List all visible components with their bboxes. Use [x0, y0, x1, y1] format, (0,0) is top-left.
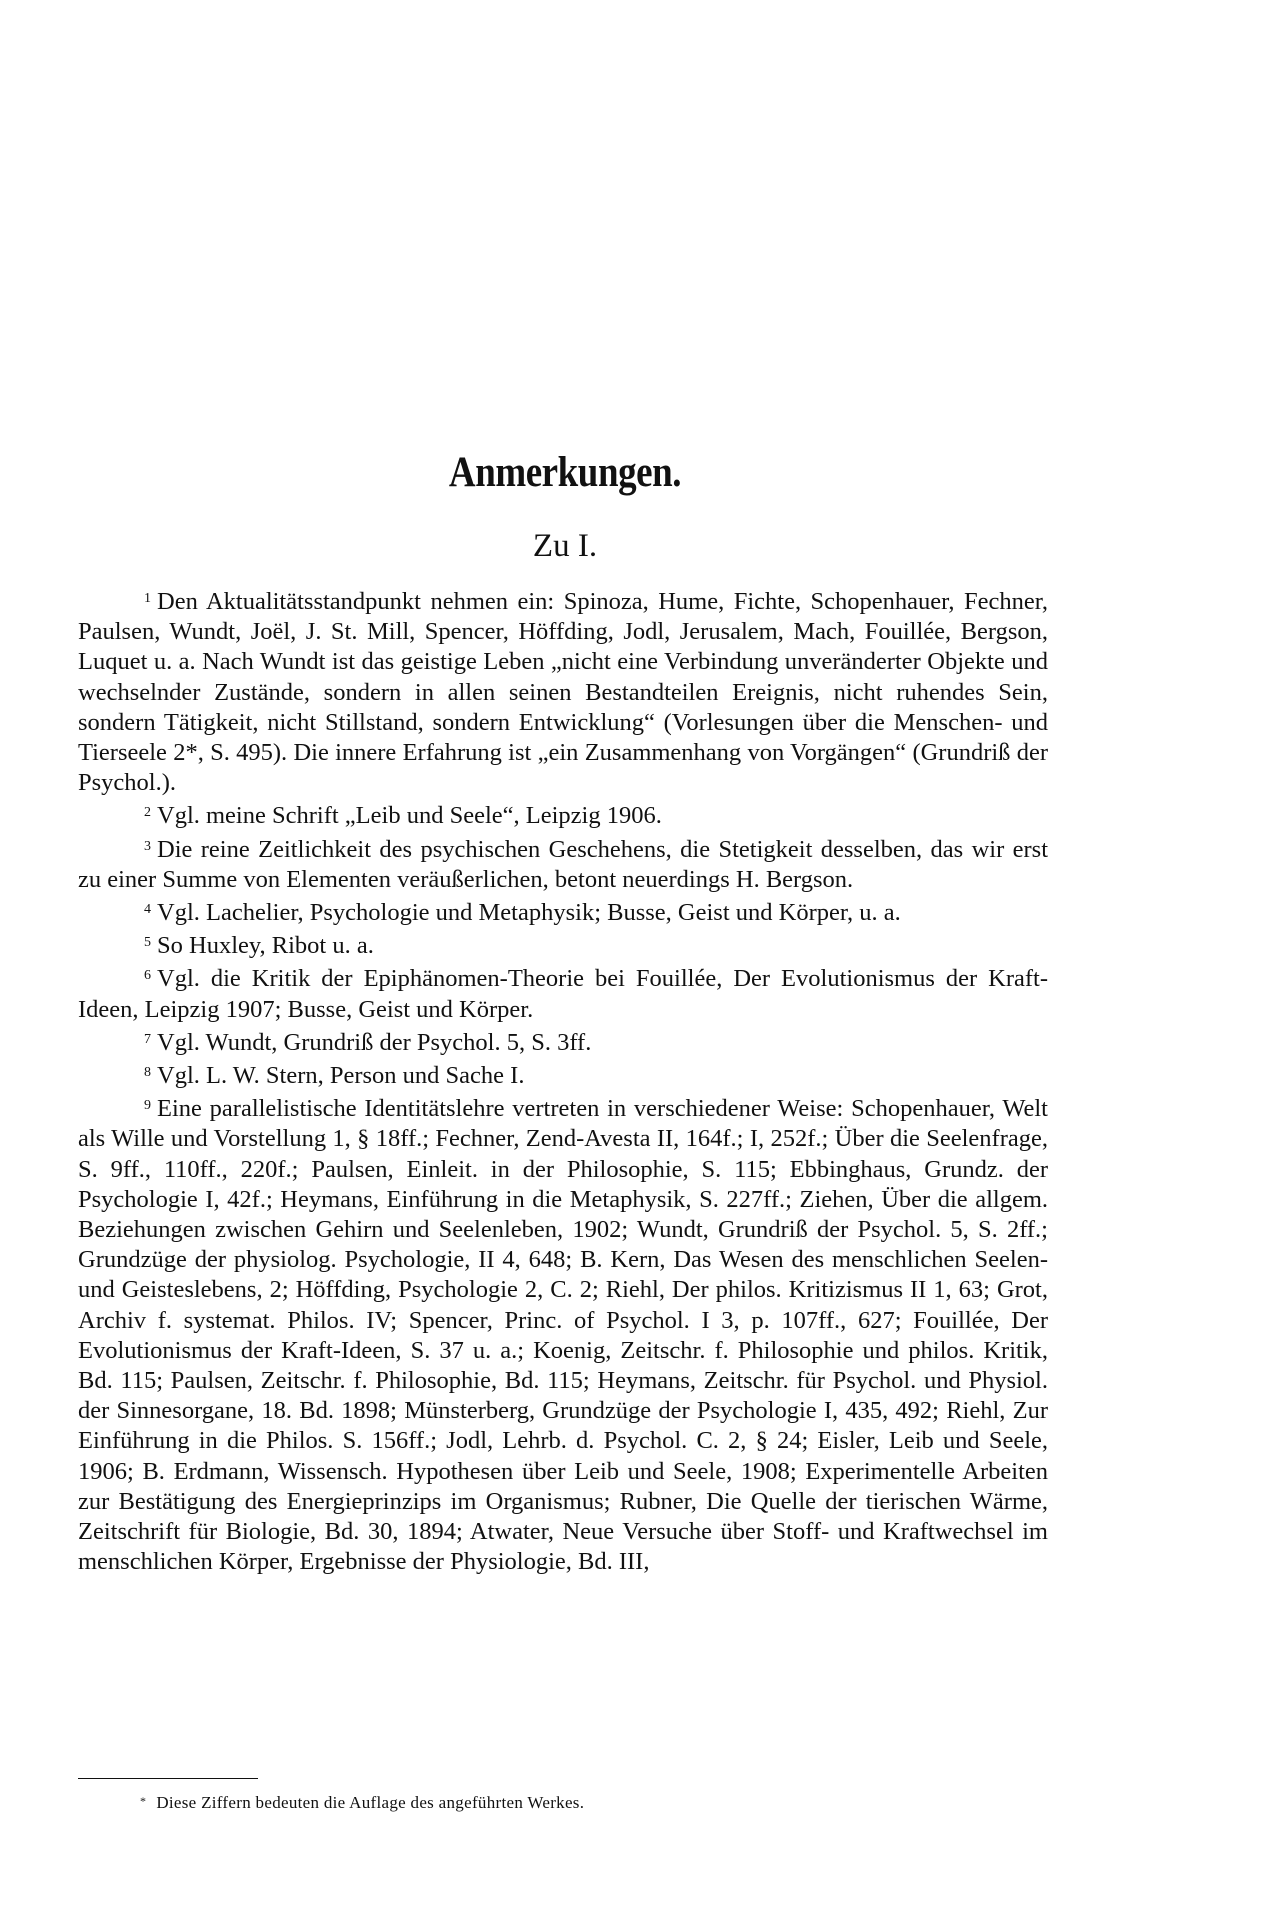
note-number: 3 [144, 838, 151, 854]
note-9 [78, 1091, 1048, 1577]
note-text: Vgl. Wundt, Grundriß der Psychol. 5, S. 3ff. [157, 1028, 592, 1056]
note-text: So Huxley, Ribot u. a. [157, 932, 374, 960]
note-text: Vgl. L. W. Stern, Person und Sache I. [157, 1062, 525, 1090]
note-number: 6 [144, 968, 151, 984]
note-number: 5 [144, 935, 151, 951]
note-7 [78, 1025, 1048, 1058]
notes-list [78, 584, 1048, 1578]
footnote-divider [78, 1778, 258, 1779]
note-1 [78, 584, 1048, 798]
note-number: 8 [144, 1065, 151, 1081]
note-text: Vgl. Lachelier, Psychologie und Metaphysik; Busse, Geist und Körper, u. a. [157, 899, 901, 927]
note-3 [78, 832, 1048, 895]
footnote-mark: * [140, 1794, 147, 1808]
note-4 [78, 895, 1048, 928]
note-6 [78, 961, 1048, 1024]
note-number: 2 [144, 805, 151, 821]
note-text: Den Aktualitätsstandpunkt nehmen ein: Spinoza, Hume, Fichte, Schopenhauer, Fechner, Paulsen, Wundt, Joël, J. St. Mill, Spencer, Höffding, Jodl, Jerusalem, Mach, Fouillée, Bergson, Luquet u. a. Nach Wundt ist das geistige Leben „nicht eine Verbindung unveränderter Objekte und wechselnder Zustände, sondern in allen seinen Bestandteilen Ereignis, nicht ruhendes Sein, sondern Tätigkeit, nicht Stillstand, sondern Entwicklung“ (Vorlesungen über die Menschen- und Tierseele 2*, S. 495). Die innere Erfahrung ist „ein Zusammenhang von Vorgängen“ (Grundriß der Psychol.). [78, 588, 1048, 797]
note-number: 4 [144, 902, 151, 918]
note-5 [78, 928, 1048, 961]
footnote [140, 1791, 1040, 1813]
note-text: Die reine Zeitlichkeit des psychischen Geschehens, die Stetigkeit desselben, das wir erst zu einer Summe von Elementen veräußerlichen, betont neuerdings H. Bergson. [78, 835, 1048, 893]
footnote-text: Diese Ziffern bedeuten die Auflage des angeführten Werkes. [156, 1793, 585, 1812]
note-2 [78, 798, 1048, 831]
note-8 [78, 1058, 1048, 1091]
note-text: Vgl. meine Schrift „Leib und Seele“, Leipzig 1906. [157, 802, 662, 830]
note-number: 9 [144, 1098, 151, 1114]
note-text: Vgl. die Kritik der Epiphänomen-Theorie bei Fouillée, Der Evolutionismus der Kraft-Ideen, Leipzig 1907; Busse, Geist und Körper. [78, 965, 1048, 1023]
note-number: 1 [144, 591, 151, 606]
note-text: Eine parallelistische Identitätslehre vertreten in verschiedener Weise: Schopenhauer, Welt als Wille und Vorstellung 1, § 18ff.; Fechner, Zend-Avesta II, 164f.; I, 252f.; Über die Seelenfrage, S. 9ff., 110ff., 220f.; Paulsen, Einleit. in der Philosophie, S. 115; Ebbinghaus, Grundz. der Psychologie I, 42f.; Heymans, Einführung in die Metaphysik, S. 227ff.; Ziehen, Über die allgem. Beziehungen zwischen Gehirn und Seelenleben, 1902; Wundt, Grundriß der Psychol. 5, S. 2ff.; Grundzüge der physiolog. Psychologie, II 4, 648; B. Kern, Das Wesen des menschlichen Seelen- und Geisteslebens, 2; Höffding, Psychologie 2, C. 2; Riehl, Der philos. Kritizismus II 1, 63; Grot, Archiv f. systemat. Philos. IV; Spencer, Princ. of Psychol. I 3, p. 107ff., 627; Fouillée, Der Evolutionismus der Kraft-Ideen, S. 37 u. a.; Koenig, Zeitschr. f. Philosophie und philos. Kritik, Bd. 115; Paulsen, Zeitschr. f. Philosophie, Bd. 115; Heymans, Zeitschr. für Psychol. und Physiol. der Sinnesorgane, 18. Bd. 1898; Münsterberg, Grundzüge der Psychologie I, 435, 492; Riehl, Zur Einführung in die Philos. S. 156ff.; Jodl, Lehrb. d. Psychol. C. 2, § 24; Eisler, Leib und Seele, 1906; B. Erdmann, Wissensch. Hypothesen über Leib und Seele, 1908; Experimentelle Arbeiten zur Bestätigung des Energieprinzips im Organismus; Rubner, Die Quelle der tierischen Wärme, Zeitschrift für Biologie, Bd. 30, 1894; Atwater, Neue Versuche über Stoff- und Kraftwechsel im menschlichen Körper, Ergebnisse der Physiologie, Bd. III, [78, 1095, 1048, 1576]
note-number: 7 [144, 1031, 151, 1047]
page-title: Anmerkungen. [448, 449, 682, 496]
section-heading: Zu I. [532, 528, 598, 564]
